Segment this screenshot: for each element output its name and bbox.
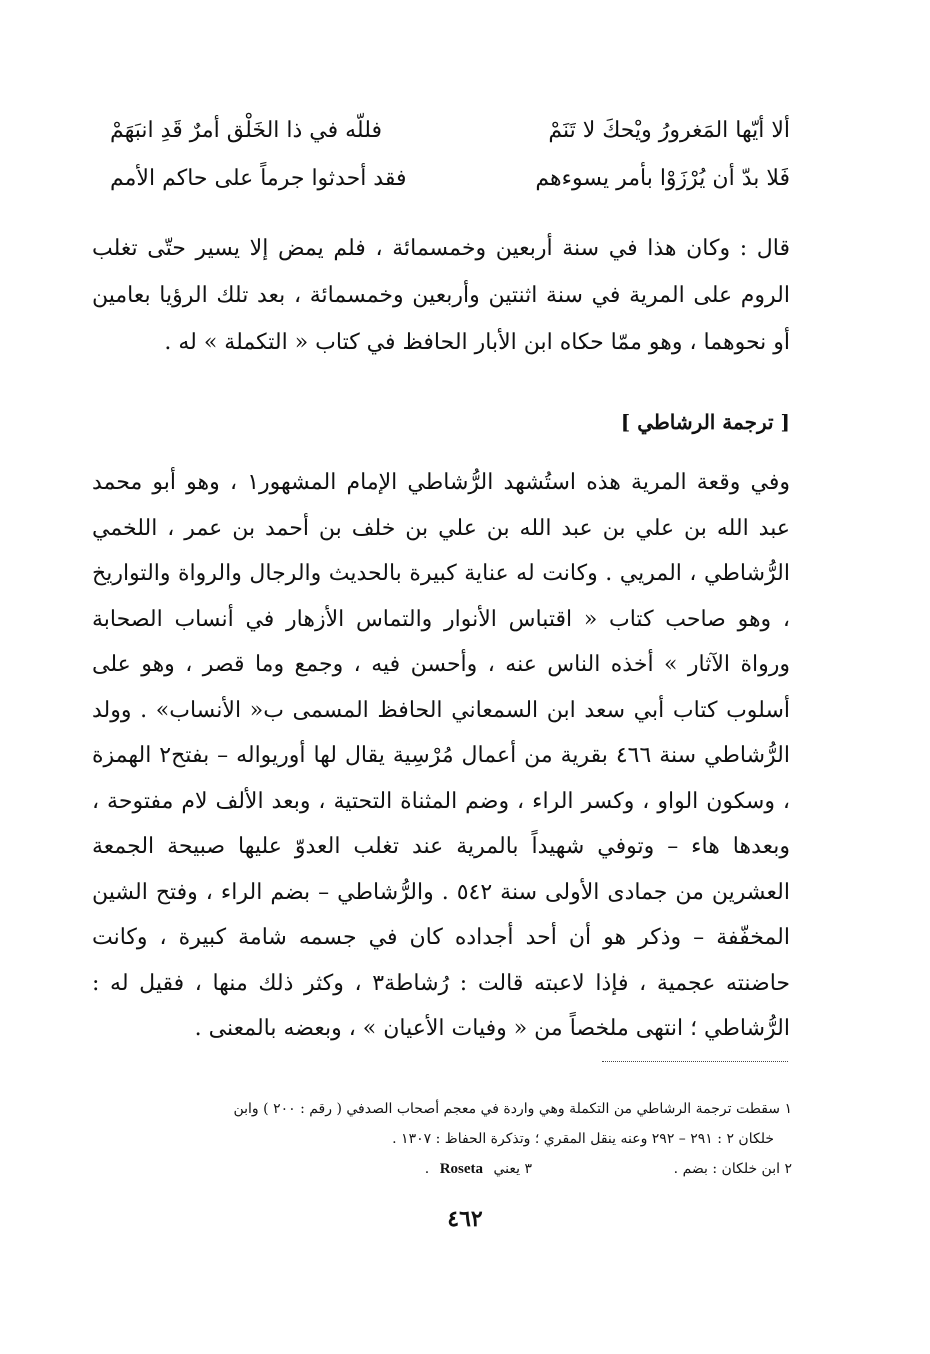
footnote-separator xyxy=(602,1061,788,1062)
footnote-3-text: ٣ يعني xyxy=(493,1161,532,1177)
footnote-3 xyxy=(425,1154,532,1184)
verse-1-first-hemistich: ألا أيّها المَغرورُ ويْحكَ لا تَنَمْ xyxy=(548,118,790,143)
verse-2-first-hemistich: فَلا بدّ أن يُرْزَوْا بأمر يسوءهم xyxy=(535,166,790,191)
footnote-2-3-row xyxy=(98,1154,792,1184)
verse-2-second-hemistich: فقد أحدثوا جرماً على حاكم الأمم xyxy=(110,166,407,191)
verse-1-second-hemistich: فللّه في ذا الخَلْق أمرٌ قَدِ انبَهَمْ xyxy=(110,118,383,143)
footnote-3-latin-word: Roseta xyxy=(439,1161,484,1177)
section-heading: [ ترجمة الرشاطي ] xyxy=(620,410,790,434)
footnote-3-period: . xyxy=(424,1161,430,1177)
footnote-1-line-1: ١ سقطت ترجمة الرشاطي من التكملة وهي واردة في معجم أصحاب الصدفي ( رقم : ٢٠٠ ) وابن xyxy=(233,1101,792,1117)
footnotes xyxy=(98,1094,792,1184)
paragraph-1: قال : وكان هذا في سنة أربعين وخمسمائة ، فلم يمض إلا يسير حتّى تغلب الروم على المرية في سنة اثنتين وأربعين وخمسمائة ، بعد تلك الرؤيا بعامين أو نحوهما ، وهو ممّا حكاه ابن الأبار الحافظ في كتاب « التكملة » له . xyxy=(92,236,790,355)
page-number: ٤٦٢ xyxy=(447,1206,483,1232)
footnote-1-line-2: خلكان ٢ : ٢٩١ – ٢٩٢ وعنه ينقل المقري ؛ وتذكرة الحفاظ : ١٣٠٧ . xyxy=(392,1131,774,1147)
paragraph-2: وفي وقعة المرية هذه استُشهد الرُّشاطي الإمام المشهور١ ، وهو أبو محمد عبد الله بن علي بن عبد الله بن علي بن خلف بن أحمد بن عمر ، اللخمي الرُّشاطي ، المريي . وكانت له عناية كبيرة بالحديث والرجال والرواة والتواريخ ، وهو صاحب كتاب « اقتباس الأنوار والتماس الأزهار في أنساب الصحابة ورواة الآثار » أخذه الناس عنه ، وأحسن فيه ، وجمع وما قصر ، وهو على أسلوب كتاب أبي سعد ابن السمعاني الحافظ المسمى ب« الأنساب» . وولد الرُّشاطي سنة ٤٦٦ بقرية من أعمال مُرْسِية يقال لها أوريواله – بفتح٢ الهمزة ، وسكون الواو ، وكسر الراء ، وضم المثناة التحتية ، وبعد الألف لام مفتوحة ، وبعدها هاء – وتوفي شهيداً بالمرية عند تغلب العدوّ عليها صبيحة الجمعة العشرين من جمادى الأولى سنة ٥٤٢ . والرُّشاطي – بضم الراء ، وفتح الشين المخفّفة – وذكر هو أن أحد أجداده كان في جسمه شامة كبيرة ، وكانت حاضنته عجمية ، فإذا لاعبته قالت : رُشاطة٣ ، وكثر ذلك منها ، فقيل له : الرُّشاطي ؛ انتهى ملخصاً من « وفيات الأعيان » ، وبعضه بالمعنى . xyxy=(92,470,791,1041)
poem-verse-1 xyxy=(110,118,790,158)
footnote-2: ٢ ابن خلكان : بضم . xyxy=(673,1161,792,1177)
poem-verse-2 xyxy=(110,166,790,206)
